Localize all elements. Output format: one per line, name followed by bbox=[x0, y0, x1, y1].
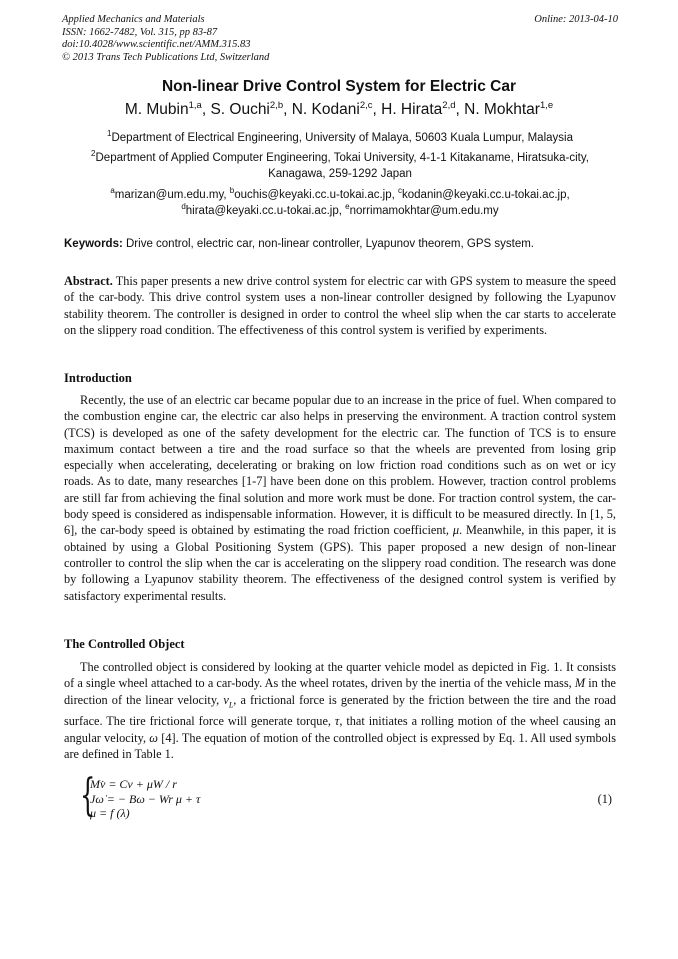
author-name: H. Hirata bbox=[381, 101, 443, 118]
author-name: N. Kodani bbox=[291, 101, 360, 118]
email-address[interactable]: norrimamokhtar@um.edu.my bbox=[349, 205, 499, 217]
symbol-omega: ω bbox=[149, 730, 158, 745]
paper-title: Non-linear Drive Control System for Electric Car bbox=[161, 78, 516, 95]
author-affiliation-mark: 2,d bbox=[442, 100, 456, 111]
email-address[interactable]: ouchis@keyaki.cc.u-tokai.ac.jp, bbox=[234, 189, 399, 201]
affiliation-1 bbox=[62, 130, 618, 146]
equation-1 bbox=[80, 770, 620, 823]
email-mark: b bbox=[229, 186, 235, 195]
keywords-text: Drive control, electric car, non-linear controller, Lyapunov theorem, GPS system. bbox=[126, 238, 534, 250]
equation-brace: { bbox=[80, 770, 96, 821]
abstract bbox=[64, 273, 616, 338]
keywords-label: Keywords: bbox=[64, 238, 123, 250]
affiliation-mark: 1 bbox=[107, 129, 112, 138]
author-affiliation-mark: 1,a bbox=[188, 100, 202, 111]
author-list: M. Mubin$^{1,a}$, S. Ouchi$^{2,b}$, N. Kodani$^{2,c}$, H. Hirata$^{2,d}$, N. Mokhtar$^{1,e}$ bbox=[124, 100, 554, 118]
email-mark: e bbox=[345, 202, 350, 211]
affiliation-text: Department of Applied Computer Engineering, Tokai University, 4-1-1 Kitakaname, Hiratsuka-city, Kanagawa, 259-1292 Japan bbox=[95, 152, 589, 180]
controlled-object-paragraph bbox=[64, 659, 616, 762]
symbol-v: v bbox=[223, 692, 229, 707]
issn-line: ISSN: 1662-7482, Vol. 315, pp 83-87 bbox=[62, 26, 218, 38]
email-address[interactable]: hirata@keyaki.cc.u-tokai.ac.jp, bbox=[185, 205, 346, 217]
symbol-subscript-l: L bbox=[228, 700, 234, 710]
symbol-velocity bbox=[223, 692, 234, 710]
doi-line: doi:10.4028/www.scientific.net/AMM.315.83 bbox=[62, 39, 251, 50]
equation-line: μ = f (λ) bbox=[90, 806, 130, 820]
author-affiliation-mark: 2,c bbox=[359, 100, 373, 111]
ctrl-text-part: , that initiates a rolling motion of the wheel causing an angular velocity, bbox=[64, 714, 616, 745]
ctrl-text-part: [4]. The equation of motion of the controlled object is expressed by Eq. 1. All used symbols are defined in Table 1. bbox=[64, 730, 617, 761]
affiliation-2 bbox=[62, 150, 618, 182]
section-heading-introduction: Introduction bbox=[64, 371, 132, 385]
ctrl-text-part: in the direction of the linear velocity, bbox=[64, 676, 616, 707]
symbol-torque: τ bbox=[334, 714, 340, 729]
journal-name: Applied Mechanics and Materials bbox=[62, 14, 205, 25]
author-emails bbox=[62, 187, 618, 219]
mu-symbol: μ bbox=[452, 523, 460, 538]
equation-lines bbox=[90, 777, 200, 821]
affiliation-text: Department of Electrical Engineering, University of Malaya, 50603 Kuala Lumpur, Malaysia bbox=[111, 132, 573, 144]
online-date: Online: 2013-04-10 bbox=[534, 14, 618, 25]
keywords bbox=[64, 236, 616, 252]
ctrl-text-part: , a frictional force is generated by the friction between the tire and the road surface. The tire frictional force will generate torque, bbox=[64, 692, 617, 729]
abstract-label: Abstract. bbox=[64, 274, 113, 288]
abstract-text: This paper presents a new drive control system for electric car with GPS system to measure the speed of the car-body. This drive control system uses a non-linear controller designed by following the Lyapunov stability theorem. The controller is designed in order to control the wheel slip when the car starts to accelerate on the slippery road condition. The effectiveness of this control system is verified by experiments. bbox=[64, 274, 616, 337]
ctrl-text-part: The controlled object is considered by looking at the quarter vehicle model as depicted in Fig. 1. It consists of a single wheel attached to a car-body. As the wheel rotates, driven by the inertia of the vehicle mass, bbox=[64, 660, 616, 691]
author-affiliation-mark: 2,b bbox=[269, 100, 284, 111]
email-mark: a bbox=[110, 186, 115, 195]
copyright-line: © 2013 Trans Tech Publications Ltd, Switzerland bbox=[62, 51, 270, 63]
email-address[interactable]: kodanin@keyaki.cc.u-tokai.ac.jp, bbox=[402, 189, 570, 201]
journal-header bbox=[62, 14, 618, 64]
equation-line: Mv̇ = Cv + μW / r bbox=[90, 777, 177, 791]
author-affiliation-mark: 1,e bbox=[539, 100, 554, 111]
affiliation-mark: 2 bbox=[91, 149, 96, 158]
symbol-mass: M bbox=[574, 676, 586, 691]
email-address[interactable]: marizan@um.edu.my, bbox=[114, 189, 230, 201]
author-name: M. Mubin bbox=[124, 101, 189, 118]
introduction-paragraph bbox=[64, 392, 616, 604]
email-mark: c bbox=[398, 186, 403, 195]
equation-line: Jω̇ = − Bω − Wr μ + τ bbox=[90, 791, 201, 806]
equation-number: (1) bbox=[597, 792, 612, 806]
intro-text-part-1: Recently, the use of an electric car became popular due to an increase in the price of fuel. When compared to the combustion engine car, the electric car also helps in preserving the environment. A traction control system (TCS) is developed as one of the safety development for the electric car. The function of TCS is to ensure maximum contact between a tire and the road surface so that the wheels are prevented from losing grip especially when accelerating, decelerating or braking on low friction road conditions such as on wet or icy roads. As to date, many researches [1-7] have been done on this problem. However, traction control problems are still far from achieving the final solution and more work must be done. For traction control system, the car-body speed is considered as indispensable information. However, it is difficult to be measured directly. In [1, 5, 6], the car-body speed is obtained by estimating the road friction coefficient, bbox=[64, 393, 616, 538]
section-heading-controlled-object: The Controlled Object bbox=[64, 637, 185, 651]
email-mark: d bbox=[181, 202, 186, 211]
author-name: S. Ouchi bbox=[210, 101, 270, 118]
author-name: N. Mokhtar bbox=[464, 101, 540, 118]
intro-text-part-2: . Meanwhile, in this paper, it is obtained by using a Global Positioning System (GPS). This paper proposed a new design of non-linear controller to control the slip when the car is accelerating on the slippery road condition. The research was done by following a Lyapunov stability theorem. The effectiveness of the designed control system is verified by satisfactory experimental results. bbox=[64, 523, 616, 603]
